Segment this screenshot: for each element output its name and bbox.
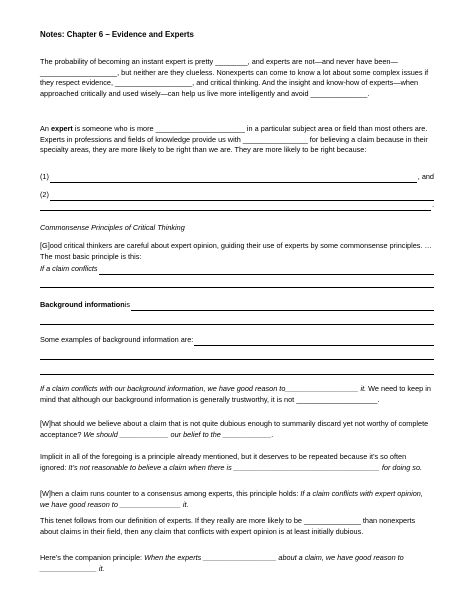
background-information-row: [40, 300, 434, 311]
section-heading: Commonsense Principles of Critical Thinking: [40, 223, 185, 232]
examples-blank-line-2: [40, 359, 434, 360]
page-title: Notes: Chapter 6 – Evidence and Experts: [40, 30, 194, 39]
companion-principle: When the experts __________________ about a claim, we have good reason to ______________ it.: [40, 553, 404, 573]
background-information-is: is: [124, 300, 131, 310]
proportion-belief-paragraph: [40, 419, 434, 440]
proportion-belief-text: [W]hat should we believe about a claim that is not quite dubious enough to summarily discard yet not worthy of complete acceptance?: [40, 419, 429, 439]
list-item-1-blank: [50, 174, 417, 183]
expert-term: expert: [50, 124, 73, 133]
expert-consensus-paragraph: [40, 489, 434, 510]
background-conflict-paragraph: [40, 384, 434, 405]
list-item-2-continuation-blank: [40, 202, 431, 211]
good-reason-paragraph: [40, 452, 434, 473]
proportion-belief-principle: We should ____________ our belief to the ____________.: [83, 429, 274, 439]
list-item-2-tail: .: [431, 200, 434, 210]
good-reason-text: Implicit in all of the foregoing is a principle already mentioned, but it deserves to be repeated because it’s so often ignored:: [40, 452, 407, 472]
list-item-1-tail: , and: [417, 172, 434, 182]
expert-definition-post: is someone who is more ______________________ in a particular subject area or field than most others are. Experts in professions and fields of knowledge provide us with ________________ for believing a claim because in their specialty areas, they are more likely to be right than we are. They are more likely to be right because:: [40, 124, 428, 155]
claim-conflicts-label: If a claim conflicts: [40, 264, 98, 274]
background-information-blank: [131, 302, 434, 311]
expert-definition-pre: An: [40, 124, 51, 133]
background-information-blank-line-2: [40, 324, 434, 325]
companion-principle-text: Here’s the companion principle:: [40, 553, 145, 562]
list-item-1-marker: (1): [40, 172, 49, 182]
good-reason-principle: It’s not reasonable to believe a claim when there is ____________________________________ for doing so.: [68, 462, 423, 472]
background-information-term: Background information: [40, 300, 125, 310]
expert-definition-paragraph: [40, 124, 434, 156]
intro-paragraph: The probability of becoming an instant expert is pretty ________, and experts are not—and never have been—___________________, but neither are they clueless. Nonexperts can come to know a lot about some complex issues if they respect evidence, ___________________, and critical thinking. And the insight and know-how of experts—when approached critically and used wisely—can help us live more intelligently and avoid ______________.: [40, 57, 429, 98]
companion-principle-paragraph: [40, 553, 434, 574]
claim-conflicts-blank-line-2: [40, 287, 434, 288]
claim-conflicts-row: [40, 264, 434, 275]
examples-blank-line-3: [40, 374, 434, 375]
background-conflict-principle: If a claim conflicts with our background information, we have good reason to__________________ it.: [40, 384, 367, 393]
examples-blank: [194, 337, 434, 346]
expert-consensus-text: [W]hen a claim runs counter to a consensus among experts, this principle holds:: [40, 489, 301, 498]
list-item-1: [40, 172, 434, 183]
claim-conflicts-blank: [99, 266, 434, 275]
background-conflict-rest: We need to keep in mind that although our background information is generally trustworthy, it is not ____________________.: [40, 384, 431, 404]
list-item-2-continuation: [40, 200, 434, 211]
tenet-paragraph: This tenet follows from our definition of experts. If they really are more likely to be ______________ than nonexperts about claims in their field, then any claim that conflicts with expert opinion is at least initially dubious.: [40, 516, 416, 536]
expert-consensus-principle: If a claim conflicts with expert opinion, we have good reason to _______________ it.: [40, 489, 423, 509]
examples-row: [40, 335, 434, 346]
principles-paragraph: [G]ood critical thinkers are careful about expert opinion, guiding their use of experts by some commonsense principles. … The most basic principle is this:: [40, 241, 432, 261]
examples-label: Some examples of background information are:: [40, 335, 194, 345]
list-item-2-marker: (2): [40, 190, 49, 200]
